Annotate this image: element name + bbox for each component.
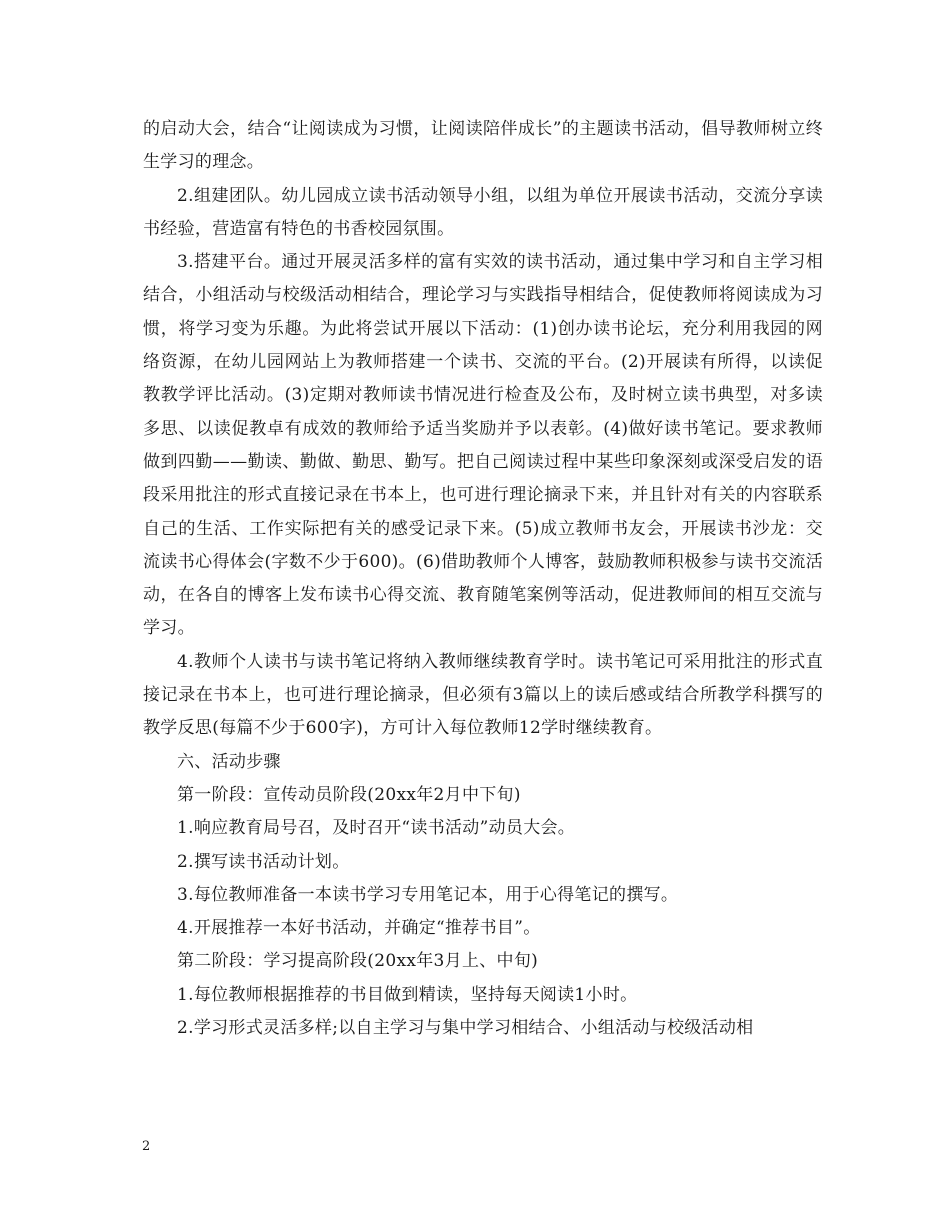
list-item: 4.开展推荐一本好书活动，并确定“推荐书目”。 — [177, 918, 541, 939]
list-item: 1.每位教师根据推荐的书目做到精读，坚持每天阅读1小时。 — [177, 984, 638, 1005]
stage-two-heading: 第二阶段：学习提高阶段(20xx年3月上、中旬) — [177, 951, 539, 972]
page-number: 2 — [142, 1139, 151, 1154]
document-body — [143, 113, 823, 1045]
list-item: 1.响应教育局号召，及时召开“读书活动”动员大会。 — [177, 818, 576, 839]
list-item: 2.撰写读书活动计划。 — [177, 851, 350, 872]
paragraph-continuing-education: 4.教师个人读书与读书笔记将纳入教师继续教育学时。读书笔记可采用批注的形式直接记录在书本上，也可进行理论摘录，但必须有3篇以上的读后感或结合所教学科撰写的教学反思(每篇不少于600字)，方可计入每位教师12学时继续教育。 — [143, 651, 823, 739]
section-heading-activity-steps: 六、活动步骤 — [177, 751, 281, 772]
paragraph-build-team: 2.组建团队。幼儿园成立读书活动领导小组，以组为单位开展读书活动，交流分享读书经验，营造富有特色的书香校园氛围。 — [143, 185, 823, 239]
list-item: 2.学习形式灵活多样;以自主学习与集中学习相结合、小组活动与校级活动相 — [177, 1018, 754, 1039]
stage-one-heading: 第一阶段：宣传动员阶段(20xx年2月中下旬) — [177, 784, 521, 805]
list-item: 3.每位教师准备一本读书学习专用笔记本，用于心得笔记的撰写。 — [177, 884, 679, 905]
paragraph-continuation: 的启动大会，结合“让阅读成为习惯，让阅读陪伴成长”的主题读书活动，倡导教师树立终生学习的理念。 — [143, 119, 823, 173]
paragraph-build-platform: 3.搭建平台。通过开展灵活多样的富有实效的读书活动，通过集中学习和自主学习相结合，小组活动与校级活动相结合，理论学习与实践指导相结合，促使教师将阅读成为习惯，将学习变为乐趣。为此将尝试开展以下活动：(1)创办读书论坛，充分利用我园的网络资源，在幼儿园网站上为教师搭建一个读书、交流的平台。(2)开展读有所得，以读促教教学评比活动。(3)定期对教师读书情况进行检查及公布，及时树立读书典型，对多读多思、以读促教卓有成效的教师给予适当奖励并予以表彰。(4)做好读书笔记。要求教师做到四勤——勤读、勤做、勤思、勤写。把自己阅读过程中某些印象深刻或深受启发的语段采用批注的形式直接记录在书本上，也可进行理论摘录下来，并且针对有关的内容联系自己的生活、工作实际把有关的感受记录下来。(5)成立教师书友会，开展读书沙龙：交流读书心得体会(字数不少于600)。(6)借助教师个人博客，鼓励教师积极参与读书交流活动，在各自的博客上发布读书心得交流、教育随笔案例等活动，促进教师间的相互交流与学习。 — [143, 252, 823, 639]
